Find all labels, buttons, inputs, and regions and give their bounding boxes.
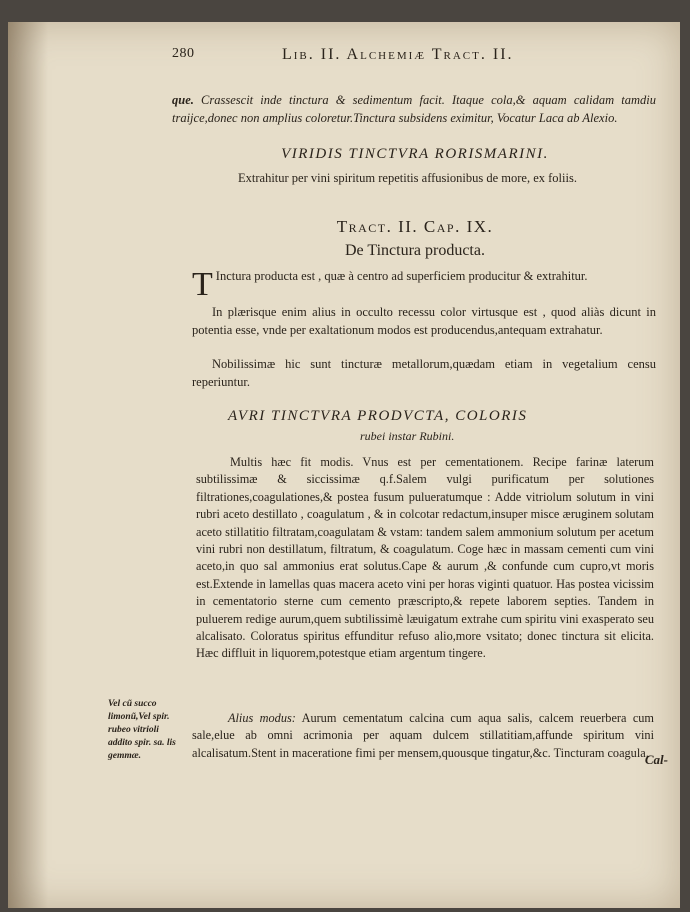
chapter-subheading: De Tinctura producta. (345, 242, 485, 259)
alius-modus-label: Alius modus: (228, 711, 296, 725)
margin-note: Vel cũ succo limonũ,Vel spir. rubeo vitrioli addito spir. sa. lis gemmæ. (108, 699, 176, 761)
section-text-viridis: Extrahitur per vini spiritum repetitis affusionibus de more, ex foliis. (238, 171, 577, 185)
page-number: 280 (172, 46, 195, 61)
auri-paragraph-1: Multis hæc fit modis. Vnus est per cementationem. Recipe farinæ laterum subtilissimæ & siccissimæ q.f.Salem vulgi purificatum per solutiones filtrationes,coagulationes,& postea fusum pulueratumque : Adde vitriolum solutum in vini rubri aceto destillato , coagulatum , & in colcotar redactum,insuper misce æruginem solutam aceto stillatitio filtratam,coagulatam & vstam: tandem salem ammonium solutum per acetum vini rubri non destillatum, filtratum, & coagulatum. Coge hæc in massam cementi cum vini aceto,in quo sal ammonius erat solutus.Cape & aurum ,& confunde cum cupro,vt moris est.Extende in lamellas quas macera aceto vini per horas viginti quatuor. Has postea vicissim in cementatorio sterne cum cemento præscripto,& repete laborem septies. Tandem in puluerem redige aurum,quem subtilissimè læuigatum extrahe cum spiritu vini exasperato seu alcalisato. Coloratus spiritus effunditur refuso alio,more vsitato; donec tinctura sit elicita. Hæc diffluit in liquorem,potestque etiam argentum tingere. (196, 455, 654, 661)
top-text: Crassescit inde tinctura & sedimentum facit. Itaque cola,& aquam calidam tamdiu traijce,donec non amplius coloretur.Tinctura subsidens eximitur, Vocatur Laca ab Alexio. (172, 93, 656, 125)
section-subheading-auri: rubei instar Rubini. (360, 429, 455, 443)
catchword: Cal- (644, 752, 668, 767)
margin-word: que. (172, 93, 194, 107)
section-heading-viridis: VIRIDIS TINCTVRA RORISMARINI. (281, 146, 549, 162)
chapter-paragraph-2: In plærisque enim alius in occulto recessu color virtusque est , quod aliàs dicunt in potentia esse, vnde per exaltationum modos est producendus,antequam extrahatur. (192, 305, 656, 337)
page-gutter-shadow (8, 22, 48, 908)
chapter-heading: Tract. II. Cap. IX. (336, 217, 494, 236)
top-paragraph (172, 92, 656, 127)
auri-paragraph-2 (192, 710, 654, 762)
drop-cap: T (192, 266, 213, 303)
chapter-paragraph-3: Nobilissimæ hic sunt tincturæ metallorum,quædam etiam in vegetalium censu reperiuntur. (192, 357, 656, 389)
alius-modus-text: Aurum cementatum calcina cum aqua salis, calcem reuerbera cum sale,elue ab omni acrimonia per aquam dulcem stillatitiam,affunde spiritum vini alcalisatum.Stent in maceratione fimi per mensem,quousque tingatur,&c. Tincturam coagula. (192, 711, 654, 760)
chapter-p1-text: Inctura producta est , quæ à centro ad superficiem producitur & extrahitur. (215, 269, 588, 283)
chapter-paragraph-1 (192, 266, 656, 303)
section-heading-auri: AVRI TINCTVRA PRODVCTA, COLORIS (228, 408, 528, 424)
running-title: Lib. II. Alchemiæ Tract. II. (282, 46, 514, 63)
